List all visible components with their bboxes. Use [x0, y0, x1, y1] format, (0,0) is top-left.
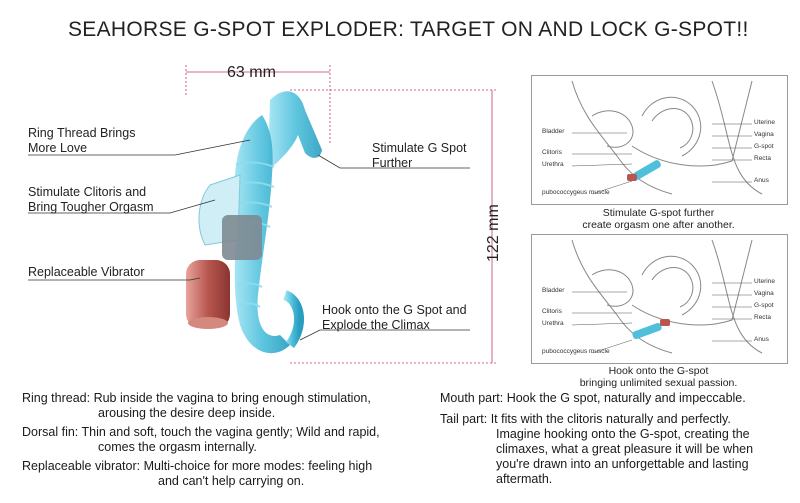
- label-clitoris: Clitoris: [542, 149, 562, 156]
- label-bladder: Bladder: [542, 287, 565, 294]
- label-anus: Anus: [754, 177, 769, 184]
- desc-ring-thread: Ring thread: Rub inside the vagina to bring enough stimulation, arousing the desire deep inside.: [22, 391, 371, 420]
- description-right: [440, 391, 795, 487]
- callout-hook: Hook onto the G Spot and Explode the Climax: [322, 303, 467, 332]
- desc-dorsal-fin: Dorsal fin: Thin and soft, touch the vagina gently; Wild and rapid, comes the orgasm internally.: [22, 425, 380, 454]
- desc-vibrator: Replaceable vibrator: Multi-choice for more modes: feeling high and can't help carrying on.: [22, 459, 373, 488]
- label-gspot: G-spot: [754, 302, 774, 309]
- caption-bottom: Hook onto the G-spot bringing unlimited sexual passion.: [579, 365, 738, 389]
- callout-vibrator: Replaceable Vibrator: [28, 265, 145, 279]
- label-muscle: pubococcygeus muscle: [542, 348, 610, 355]
- anatomy-diagram-top: [531, 75, 788, 205]
- description-left: [22, 391, 422, 489]
- label-gspot: G-spot: [754, 143, 774, 150]
- label-muscle: pubococcygeus muscle: [542, 189, 610, 196]
- desc-tail: Tail part: It fits with the clitoris naturally and perfectly. Imagine hooking onto the G-spot, creating the climaxes, what a great pleasure it will be when you're drawn into an unforgettable and lasting aftermath.: [440, 412, 754, 486]
- height-dimension-label: 122 mm: [485, 204, 502, 262]
- caption-top: Stimulate G-spot further create orgasm one after another.: [582, 207, 735, 231]
- width-dimension-label: 63 mm: [227, 64, 276, 81]
- label-vagina: Vagina: [754, 131, 774, 138]
- callout-ring-thread: Ring Thread Brings More Love: [28, 126, 136, 155]
- label-clitoris: Clitoris: [542, 308, 562, 315]
- label-uterine: Uterine: [754, 119, 775, 126]
- label-bladder: Bladder: [542, 128, 565, 135]
- label-urethra: Urethra: [542, 320, 564, 327]
- label-recta: Recta: [754, 314, 771, 321]
- label-anus: Anus: [754, 336, 769, 343]
- anatomy-diagram-bottom: [531, 234, 788, 364]
- label-recta: Recta: [754, 155, 771, 162]
- label-vagina: Vagina: [754, 290, 774, 297]
- callout-clitoris: Stimulate Clitoris and Bring Tougher Orgasm: [28, 185, 154, 214]
- label-uterine: Uterine: [754, 278, 775, 285]
- page-title: SEAHORSE G-SPOT EXPLODER: TARGET ON AND LOCK G-SPOT!!: [68, 18, 749, 41]
- label-urethra: Urethra: [542, 161, 564, 168]
- desc-mouth: Mouth part: Hook the G spot, naturally and impeccable.: [440, 391, 746, 405]
- callout-gspot-further: Stimulate G Spot Further: [372, 141, 467, 170]
